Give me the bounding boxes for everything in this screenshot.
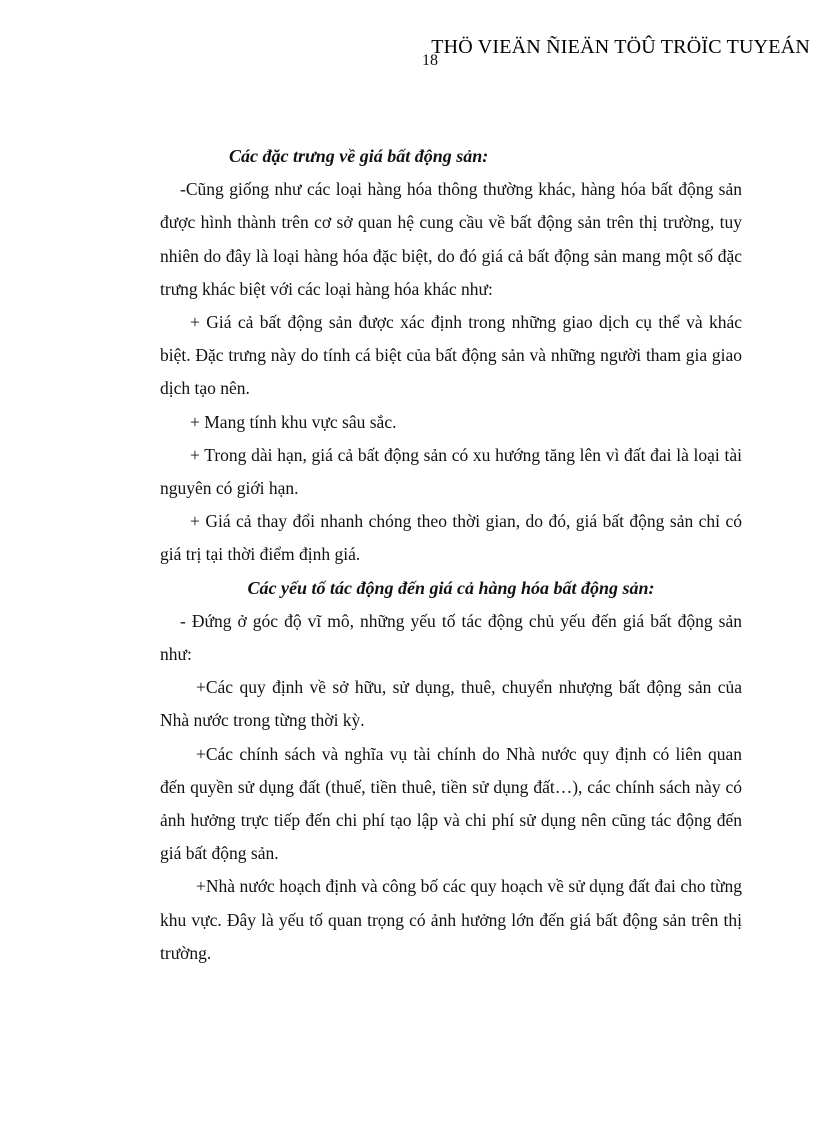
paragraph-intro-factors: - Đứng ở góc độ vĩ mô, những yếu tố tác động chủ yếu đến giá bất động sản như: xyxy=(160,610,742,665)
list-item-factor-1: +Các quy định về sở hữu, sử dụng, thuê, chuyển nhượng bất động sản của Nhà nước trong từng thời kỳ. xyxy=(160,677,742,731)
list-item-characteristic-1: + Giá cả bất động sản được xác định trong những giao dịch cụ thể và khác biệt. Đặc trưng này do tính cá biệt của bất động sản và những người tham gia giao dịch tạo nên. xyxy=(160,312,742,399)
section-heading-price-characteristics: Các đặc trưng về giá bất động sản: xyxy=(229,146,489,166)
list-item-characteristic-4: + Giá cả thay đổi nhanh chóng theo thời gian, do đó, giá bất động sản chỉ có giá trị tại thời điểm định giá. xyxy=(160,511,742,565)
library-watermark: THÖ VIEÄN ÑIEÄN TÖÛ TRÖÏC TUYEÁN xyxy=(431,36,810,58)
paragraph-intro-characteristics: -Cũng giống như các loại hàng hóa thông thường khác, hàng hóa bất động sản được hình thành trên cơ sở quan hệ cung cầu về bất động sản trên thị trường, tuy nhiên do đây là loại hàng hóa đặc biệt, do đó giá cả bất động sản mang một số đặc trưng khác biệt với các loại hàng hóa khác như: xyxy=(160,179,742,299)
list-item-factor-3: +Nhà nước hoạch định và công bố các quy hoạch về sử dụng đất đai cho từng khu vực. Đây là yếu tố quan trọng có ảnh hưởng lớn đến giá bất động sản trên thị trường. xyxy=(160,876,742,963)
section-heading-price-factors: Các yếu tố tác động đến giá cả hàng hóa bất động sản: xyxy=(247,577,655,598)
page-number: 18 xyxy=(422,52,438,69)
list-item-characteristic-3: + Trong dài hạn, giá cả bất động sản có xu hướng tăng lên vì đất đai là loại tài nguyên có giới hạn. xyxy=(160,444,742,499)
list-item-factor-2: +Các chính sách và nghĩa vụ tài chính do Nhà nước quy định có liên quan đến quyền sử dụng đất (thuế, tiền thuê, tiền sử dụng đất…), các chính sách này có ảnh hưởng trực tiếp đến chi phí tạo lập và chi phí sử dụng nên cũng tác động đến giá bất động sản. xyxy=(160,743,742,864)
document-body xyxy=(160,140,742,970)
list-item-characteristic-2: + Mang tính khu vực sâu sắc. xyxy=(190,411,397,432)
